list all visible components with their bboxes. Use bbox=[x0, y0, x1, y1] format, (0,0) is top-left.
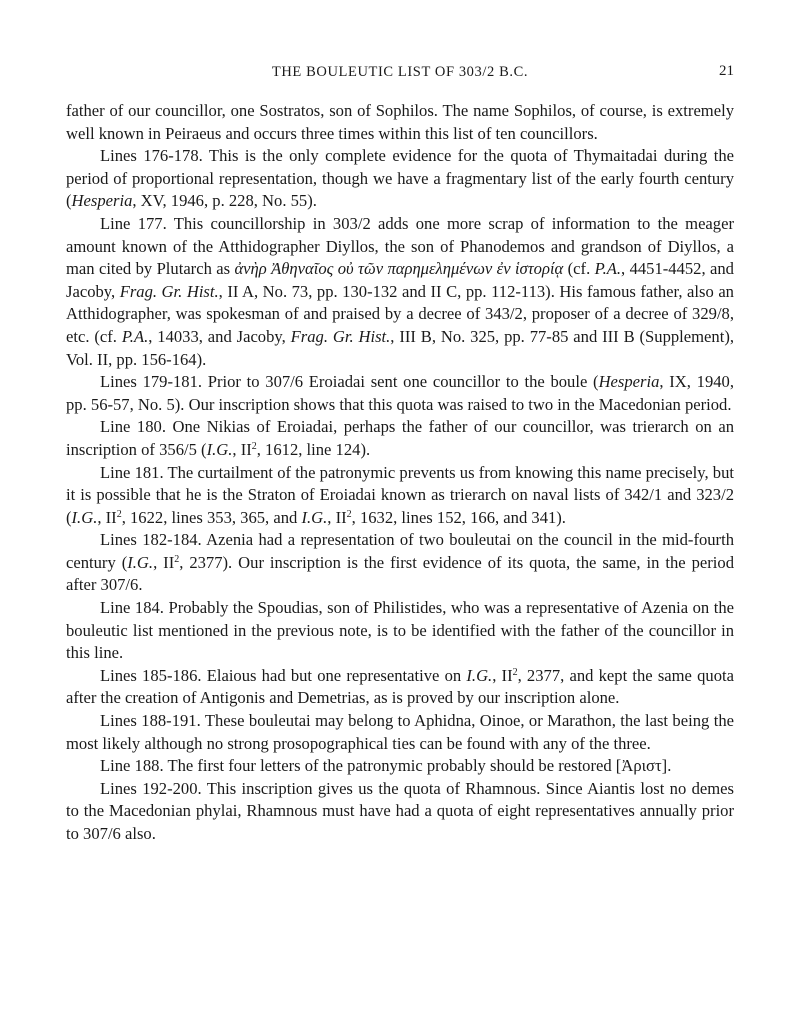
note-lines-179-181: Lines 179-181. Prior to 307/6 Eroiadai sent one councillor to the boule (Hesperia, IX, 1940, pp. 56-57, No. 5). Our inscription shows that this quota was raised to two in the Macedonian period. bbox=[66, 372, 734, 414]
paragraph-continuation: father of our councillor, one Sostratos, son of Sophilos. The name Sophilos, of course, is extremely well known in Peiraeus and occurs three times within this list of ten councillors. bbox=[66, 101, 734, 143]
note-line-188: Line 188. The first four letters of the patronymic probably should be restored [Ἀριστ]. bbox=[100, 756, 672, 776]
note-lines-188-191: Lines 188-191. These bouleutai may belong to Aphidna, Oinoe, or Marathon, the last being the most likely although no strong prosopographical ties can be found with any of the three. bbox=[66, 711, 734, 753]
note-line-180: Line 180. One Nikias of Eroiadai, perhaps the father of our councillor, was trierarch on an inscription of 356/5 (I.G., $II^2$, 1612, line 124). bbox=[66, 417, 734, 459]
running-header bbox=[66, 64, 734, 90]
note-line-181: Line 181. The curtailment of the patronymic prevents us from knowing this name precisely, but it is possible that he is the Straton of Eroiadai known as trierarch on naval lists of 342/1 and 323/2 (I.G., $II^2$, 1622, lines 353, 365, and I.G., $II^2$, 1632, lines 152, 166, and 341). bbox=[66, 462, 734, 527]
note-lines-176-178: Lines 176-178. This is the only complete evidence for the quota of Thymaitadai during the period of proportional representation, though we have a fragmentary list of the early fourth century (Hesperia, XV, 1946, p. 228, No. 55). bbox=[66, 146, 734, 211]
page bbox=[66, 64, 734, 846]
greek-quotation: ἀνὴρ Ἀθηναῖος οὐ τῶν παρημελημένων ἐν ἱστορίᾳ bbox=[234, 259, 564, 279]
note-line-184: Line 184. Probably the Spoudias, son of Philistides, who was a representative of Azenia on the bouleutic list mentioned in the previous note, is to be identified with the father of the councillor in this line. bbox=[66, 598, 734, 663]
body-text bbox=[66, 100, 734, 846]
running-title: THE BOULEUTIC LIST OF 303/2 B.C. bbox=[271, 64, 529, 80]
note-lines-192-200: Lines 192-200. This inscription gives us the quota of Rhamnous. Since Aiantis lost no demes to the Macedonian phylai, Rhamnous must have had a quota of eight representatives annually prior to 307/6 also. bbox=[66, 778, 734, 843]
note-lines-185-186: Lines 185-186. Elaious had but one representative on I.G., $II^2$, 2377, and kept the same quota after the creation of Antigonis and Demetrias, as is proved by our inscription alone. bbox=[66, 665, 734, 708]
note-line-177: Line 177. This councillorship in 303/2 adds one more scrap of information to the meager amount known of the Atthidographer Diyllos, the son of Phanodemos and grandson of Diyllos, a man cited by Plutarch as ἀνὴρ Ἀθηναῖος οὐ τῶν παρημελημένων ἐν ἱστορίᾳ (cf. P.A., 4451-4452, and Jacoby, Frag. Gr. Hist., II A, No. 73, pp. 130-132 and II C, pp. 112-113). His famous father, also an Atthidographer, was spokesman of and praised by a decree of 343/2, proposer of a decree of 329/8, etc. (cf. P.A., 14033, and Jacoby, Frag. Gr. Hist., III B, No. 325, pp. 77-85 and III B (Supplement), Vol. II, pp. 156-164). bbox=[66, 213, 734, 369]
page-number: 21 bbox=[719, 63, 734, 79]
note-lines-182-184: Lines 182-184. Azenia had a representation of two bouleutai on the council in the mid-fourth century (I.G., $II^2$, 2377). Our inscription is the first evidence of its quota, the same, in the period after 307/6. bbox=[66, 530, 735, 595]
